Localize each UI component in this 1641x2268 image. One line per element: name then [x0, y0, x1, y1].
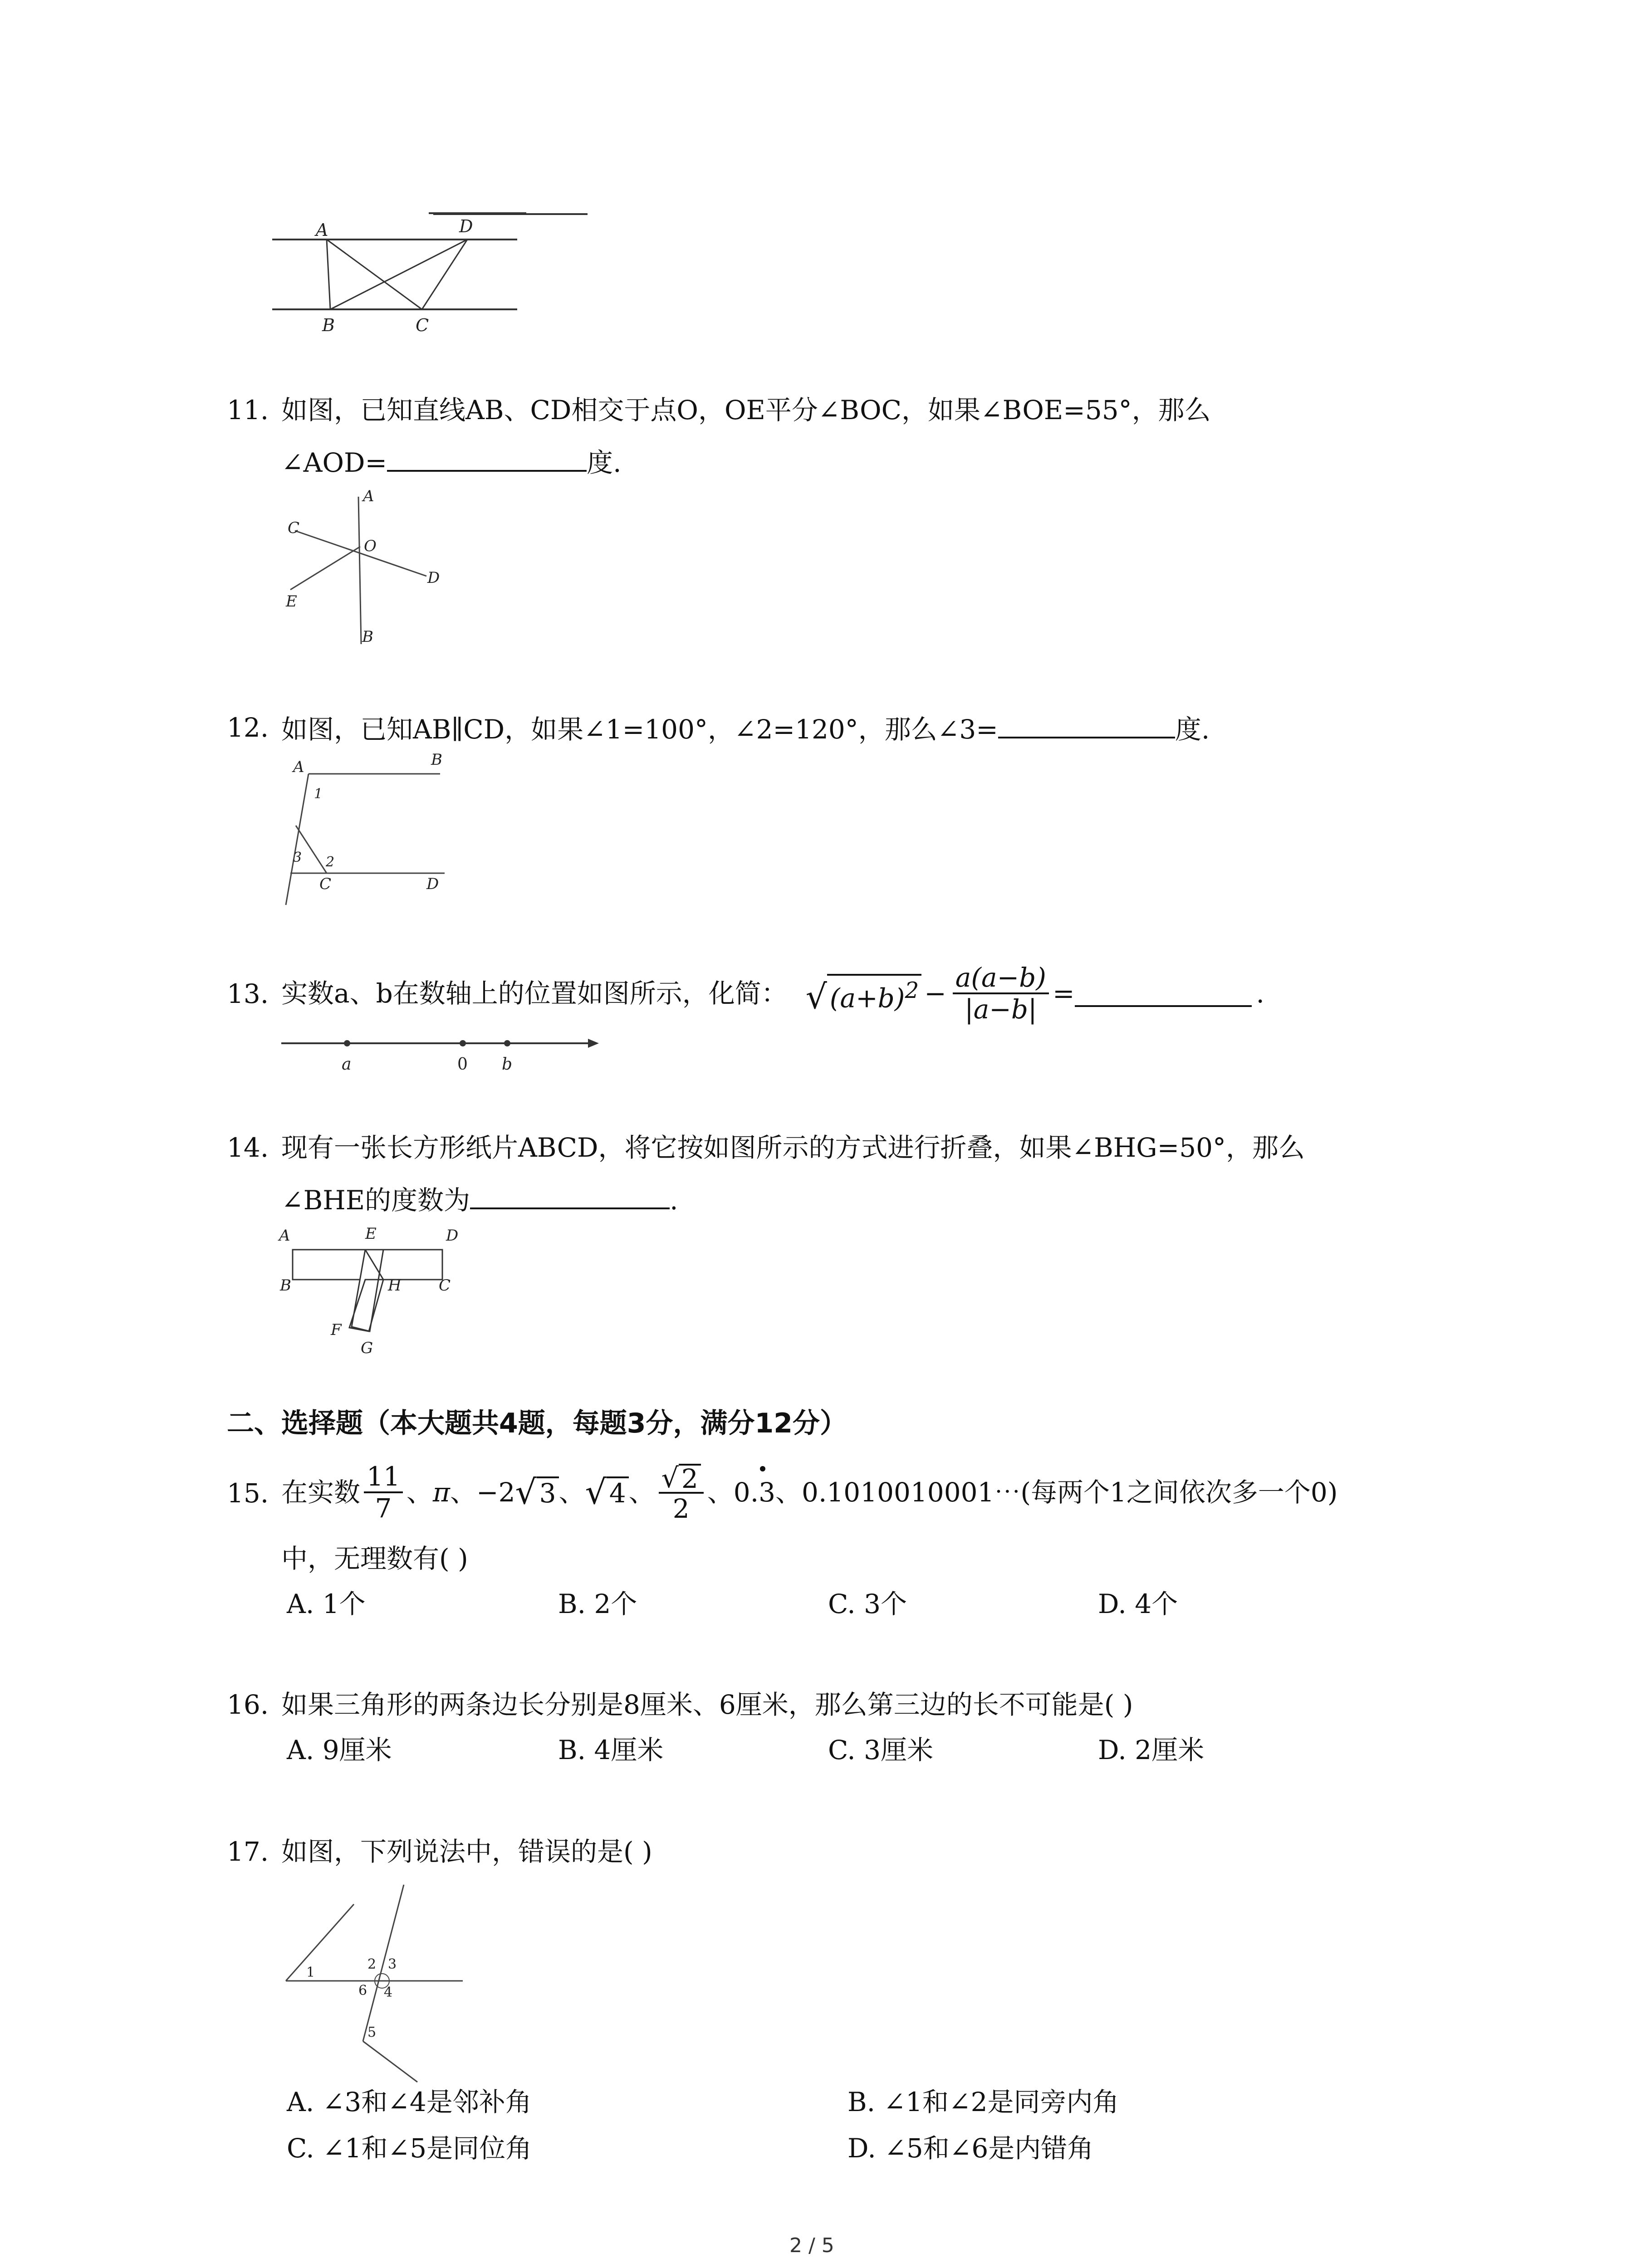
label-B: B — [362, 628, 373, 646]
q14-number: 14. — [227, 1132, 269, 1163]
figure-q14 — [274, 1222, 465, 1359]
q11-line2-post: 度. — [587, 447, 622, 478]
figure-q17 — [277, 1878, 476, 2087]
q12-text-pre: 如图，已知AB∥CD，如果∠1=100°，∠2=120°，那么∠3= — [281, 714, 998, 745]
frac-den: 7 — [375, 1493, 392, 1524]
q13-sqrt — [805, 974, 921, 1017]
decimal-value: 0.3 — [733, 1477, 776, 1508]
q14-line2-pre: ∠BHE的度数为 — [281, 1185, 470, 1216]
label-B: B — [322, 315, 335, 335]
q13-text-pre: 实数a、b在数轴上的位置如图所示，化简： — [281, 978, 788, 1009]
q17-option-c[interactable]: C. ∠1和∠5是同位角 — [287, 2133, 532, 2164]
q12-text-post: 度. — [1175, 714, 1210, 745]
q17-option-d[interactable]: D. ∠5和∠6是内错角 — [847, 2133, 1094, 2164]
frac-num — [659, 1461, 704, 1494]
label-A: A — [293, 758, 304, 776]
q13-frac-num: a(a−b) — [953, 963, 1049, 994]
label-6: 6 — [358, 1983, 367, 1999]
label-b: b — [502, 1055, 513, 1074]
sqrt-symbol: √ — [805, 978, 827, 1017]
q15-option-d[interactable]: D. 4个 — [1098, 1589, 1178, 1619]
q13-fraction — [953, 963, 1049, 1024]
q13-text — [281, 957, 1264, 1030]
label-C: C — [416, 315, 429, 335]
q12-number: 12. — [227, 712, 269, 743]
label-A: A — [316, 220, 328, 240]
figure-q11 — [281, 488, 463, 651]
q17-text: 如图，下列说法中，错误的是( ) — [281, 1836, 652, 1867]
label-B: B — [431, 753, 442, 769]
q13-minus: − — [924, 978, 946, 1009]
q15-line2: 中，无理数有( ) — [281, 1543, 468, 1574]
q12-answer-blank[interactable] — [998, 711, 1175, 738]
label-D: D — [459, 216, 473, 236]
label-G: G — [361, 1339, 373, 1357]
figure-q17-svg — [277, 1878, 476, 2087]
figure-q10-svg — [272, 200, 526, 345]
q15-tail: 、0.1010010001⋯(每两个1之间依次多一个0) — [775, 1477, 1338, 1508]
label-D: D — [446, 1227, 459, 1245]
figure-q12-svg — [277, 753, 495, 916]
q15-pre: 在实数 — [281, 1477, 361, 1508]
q13-sqrt-exp: 2 — [905, 978, 919, 1003]
q10-answer-blank — [433, 213, 588, 215]
q17-option-a[interactable]: A. ∠3和∠4是邻补角 — [287, 2087, 532, 2117]
figure-q10 — [272, 200, 526, 345]
figure-q11-svg — [281, 488, 463, 651]
sep: 、 — [707, 1477, 734, 1508]
frac-den: 2 — [672, 1493, 690, 1525]
figure-q12 — [277, 753, 495, 916]
sep: 、 — [450, 1477, 476, 1508]
label-C: C — [439, 1276, 451, 1295]
label-B: B — [280, 1276, 291, 1295]
label-5: 5 — [367, 2024, 377, 2040]
radicand: 2 — [679, 1464, 701, 1492]
q15-option-b[interactable]: B. 2个 — [558, 1589, 637, 1619]
sqrt-symbol: √ — [585, 1473, 607, 1512]
label-C: C — [319, 875, 332, 893]
q11-line2 — [281, 445, 622, 479]
label-3: 3 — [293, 850, 302, 865]
label-D: D — [426, 875, 439, 893]
q15-frac-sqrt2-2 — [659, 1461, 704, 1524]
q13-end: . — [1256, 978, 1264, 1009]
label-2: 2 — [367, 1956, 377, 1972]
label-4: 4 — [384, 1984, 393, 2000]
neg-two: −2 — [476, 1477, 515, 1508]
label-0: 0 — [457, 1055, 468, 1074]
q15-frac-11-7 — [364, 1461, 403, 1523]
sqrt-3 — [515, 1473, 558, 1512]
repeating-decimal — [734, 1476, 775, 1509]
q14-line2 — [281, 1182, 678, 1217]
q15-number: 15. — [227, 1478, 269, 1509]
label-C: C — [288, 519, 300, 537]
q16-option-d[interactable]: D. 2厘米 — [1098, 1735, 1205, 1765]
label-H: H — [388, 1276, 402, 1295]
label-E: E — [365, 1225, 377, 1243]
repeating-dot — [760, 1466, 765, 1471]
label-2: 2 — [326, 854, 335, 870]
sep: 、 — [558, 1477, 585, 1508]
q12-text — [281, 711, 1210, 746]
q16-option-b[interactable]: B. 4厘米 — [558, 1735, 664, 1765]
label-A: A — [279, 1227, 290, 1245]
sqrt-2 — [661, 1462, 701, 1495]
q13-sqrt-inner — [827, 974, 921, 1013]
sqrt-symbol: √ — [515, 1473, 537, 1512]
q13-eq: = — [1052, 978, 1075, 1009]
label-3: 3 — [388, 1956, 397, 1972]
q16-option-c[interactable]: C. 3厘米 — [828, 1735, 934, 1765]
label-a: a — [342, 1055, 352, 1074]
q13-answer-blank[interactable] — [1075, 980, 1252, 1007]
q13-frac-den: |a−b| — [965, 994, 1037, 1025]
q15-option-c[interactable]: C. 3个 — [828, 1589, 907, 1619]
q15-option-a[interactable]: A. 1个 — [287, 1589, 366, 1619]
figure-q13-number-line — [281, 1030, 608, 1080]
radicand: 3 — [537, 1476, 559, 1508]
figure-q14-svg — [274, 1222, 465, 1359]
q16-number: 16. — [227, 1689, 269, 1720]
q14-answer-blank[interactable] — [470, 1182, 670, 1209]
sep: 、 — [406, 1477, 433, 1508]
q11-number: 11. — [227, 395, 269, 425]
label-E: E — [286, 592, 297, 611]
q13-number: 13. — [227, 978, 269, 1009]
page-number: 2 / 5 — [789, 2234, 834, 2257]
label-1: 1 — [306, 1965, 315, 1980]
q13-sqrt-base: (a+b) — [829, 982, 905, 1014]
q11-line2-pre: ∠AOD= — [281, 447, 387, 478]
radicand: 4 — [607, 1476, 629, 1508]
label-O: O — [364, 537, 377, 555]
q11-answer-blank[interactable] — [387, 445, 587, 472]
q16-option-a[interactable]: A. 9厘米 — [287, 1735, 392, 1765]
q14-line2-post: . — [670, 1185, 678, 1216]
q16-text: 如果三角形的两条边长分别是8厘米、6厘米，那么第三边的长不可能是( ) — [281, 1689, 1133, 1720]
q17-option-b[interactable]: B. ∠1和∠2是同旁内角 — [847, 2087, 1119, 2117]
frac-num: 11 — [364, 1461, 403, 1493]
section-heading: 二、选择题（本大题共4题，每题3分，满分12分） — [227, 1408, 847, 1439]
figure-q13-svg — [281, 1030, 608, 1080]
label-F: F — [331, 1321, 342, 1339]
pi: π — [432, 1477, 450, 1508]
sep: 、 — [628, 1477, 655, 1508]
q11-line1: 如图，已知直线AB、CD相交于点O，OE平分∠BOC，如果∠BOE=55°，那么 — [281, 395, 1211, 425]
q17-number: 17. — [227, 1836, 269, 1867]
q14-line1: 现有一张长方形纸片ABCD，将它按如图所示的方式进行折叠，如果∠BHG=50°，那么 — [281, 1132, 1305, 1163]
label-D: D — [427, 569, 440, 587]
q15-line1 — [281, 1447, 1337, 1538]
label-1: 1 — [314, 786, 323, 802]
label-A: A — [363, 488, 374, 505]
sqrt-4 — [585, 1473, 629, 1512]
sqrt-symbol: √ — [661, 1462, 679, 1495]
